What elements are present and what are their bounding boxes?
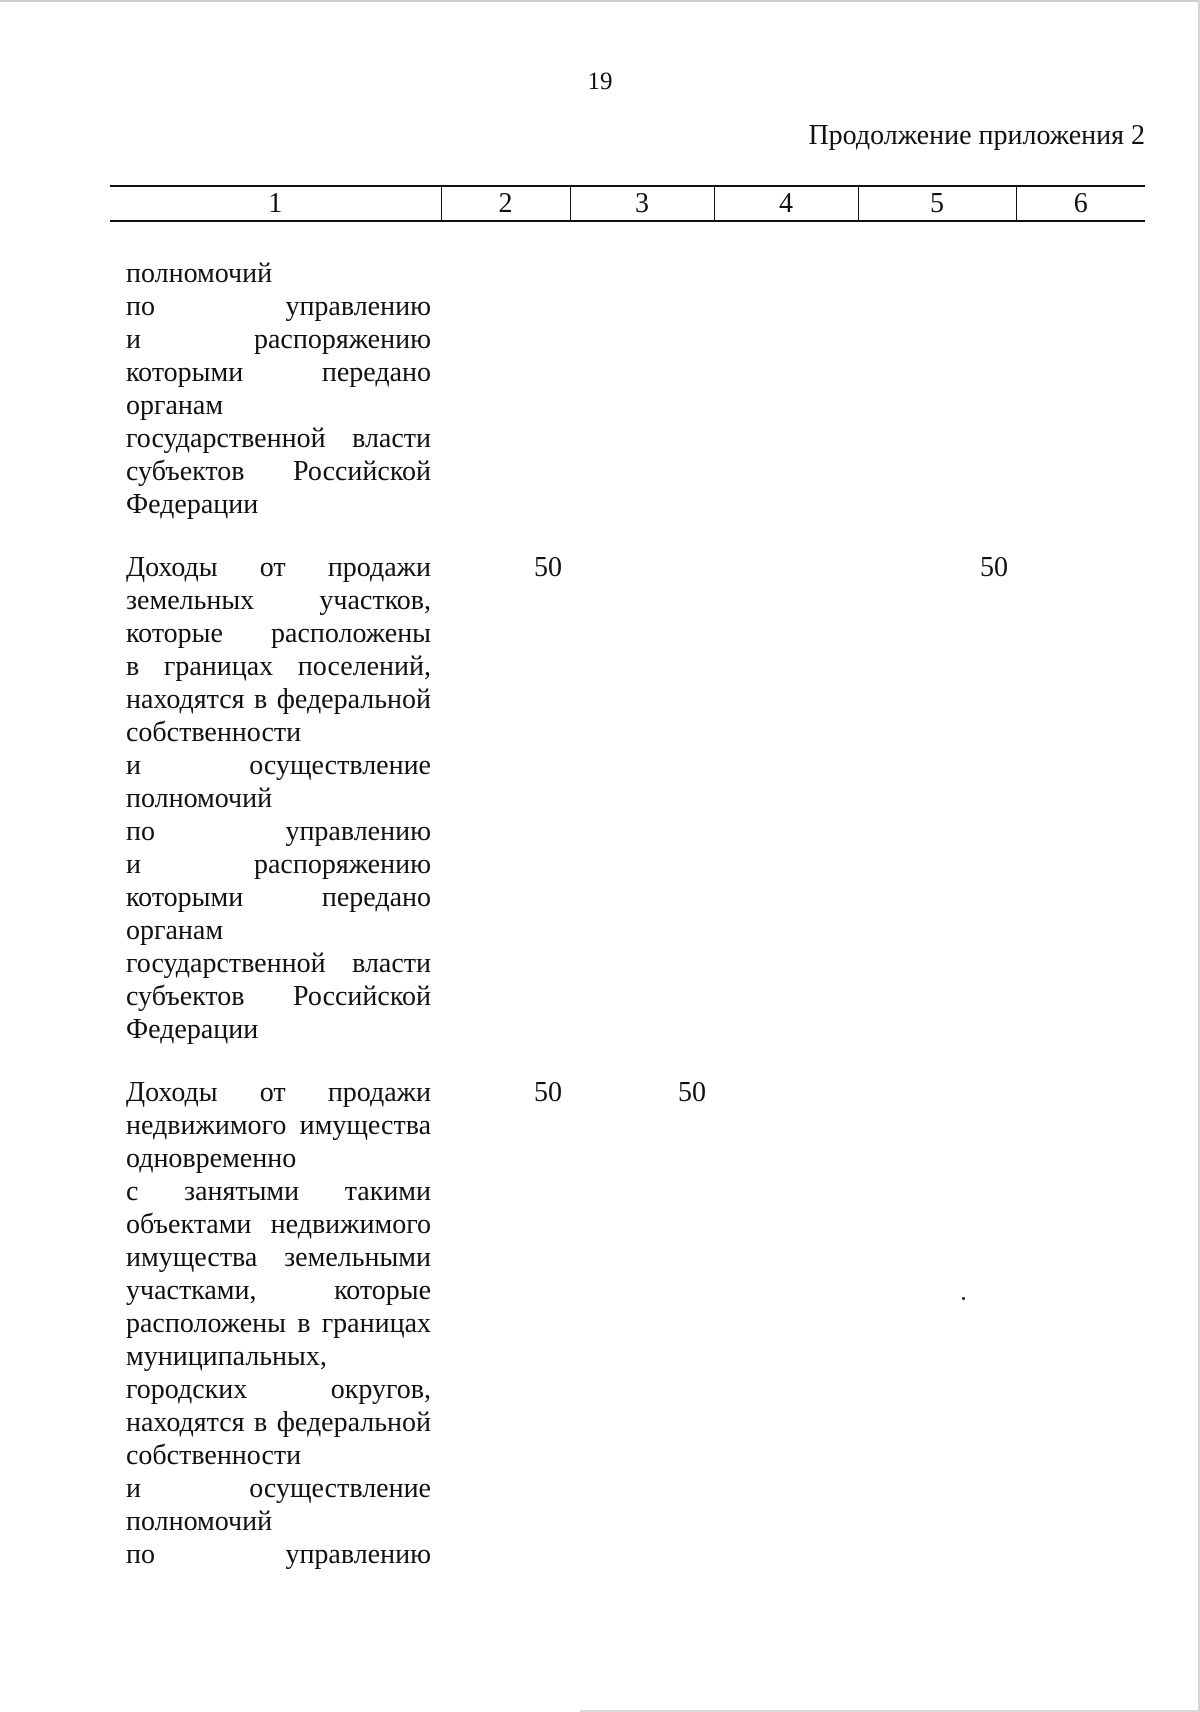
scan-edge-top (0, 0, 1200, 2)
description-line: с занятыми такими (126, 1176, 431, 1207)
description-line: объектами недвижимого (126, 1209, 431, 1240)
description-line: и распоряжению (126, 849, 431, 880)
description-line: собственности (126, 717, 302, 748)
header-col-1: 1 (110, 186, 441, 221)
description-line: муниципальных, (126, 1341, 327, 1372)
description-line: находятся в федеральной (126, 684, 431, 715)
description-line: и распоряжению (126, 324, 431, 355)
description-line: собственности (126, 1440, 302, 1471)
header-col-5: 5 (858, 186, 1016, 221)
description-line: которыми передано (126, 357, 431, 388)
description-line: государственной власти (126, 423, 431, 454)
description-line: в границах поселений, (126, 651, 431, 682)
page-number: 19 (587, 68, 613, 95)
description-line: находятся в федеральной (126, 1407, 431, 1438)
description-line: участками, которые (126, 1275, 431, 1306)
description-line: городских округов, (126, 1374, 431, 1405)
description-line: органам (126, 915, 224, 946)
description-line: полномочий (126, 1506, 273, 1537)
description-line: полномочий (126, 258, 273, 289)
description-line: Федерации (126, 1014, 259, 1045)
table-header (110, 185, 1145, 222)
description-line: которыми передано (126, 882, 431, 913)
description-line: Доходы от продажи (126, 1077, 431, 1108)
header-col-3: 3 (570, 186, 714, 221)
row-2-description (126, 551, 431, 1046)
description-line: органам (126, 390, 224, 421)
description-line: по управлению (126, 1539, 431, 1570)
description-line: по управлению (126, 816, 431, 847)
description-line: и осуществление (126, 750, 431, 781)
description-line: которые расположены (126, 618, 431, 649)
description-line: государственной власти (126, 948, 431, 979)
description-line: по управлению (126, 291, 431, 322)
appendix-title: Продолжение приложения 2 (808, 120, 1145, 151)
row-1-description (126, 257, 431, 521)
description-line: и осуществление (126, 1473, 431, 1504)
row-3-col-2-value: 50 (534, 1077, 562, 1108)
description-line: расположены в границах (126, 1308, 431, 1339)
description-line: Федерации (126, 489, 259, 520)
description-line: субъектов Российской (126, 456, 431, 487)
scan-speck (962, 1297, 965, 1300)
header-col-2: 2 (441, 186, 570, 221)
description-line: недвижимого имущества (126, 1110, 431, 1141)
row-2-col-5-value: 50 (980, 552, 1008, 583)
description-line: Доходы от продажи (126, 552, 431, 583)
header-col-4: 4 (714, 186, 858, 221)
description-line: земельных участков, (126, 585, 431, 616)
row-3-description (126, 1076, 431, 1571)
description-line: имущества земельными (126, 1242, 431, 1273)
description-line: субъектов Российской (126, 981, 431, 1012)
header-col-6: 6 (1016, 186, 1145, 221)
description-line: полномочий (126, 783, 273, 814)
description-line: одновременно (126, 1143, 297, 1174)
row-2-col-2-value: 50 (534, 552, 562, 583)
row-3-col-3-value: 50 (678, 1077, 706, 1108)
